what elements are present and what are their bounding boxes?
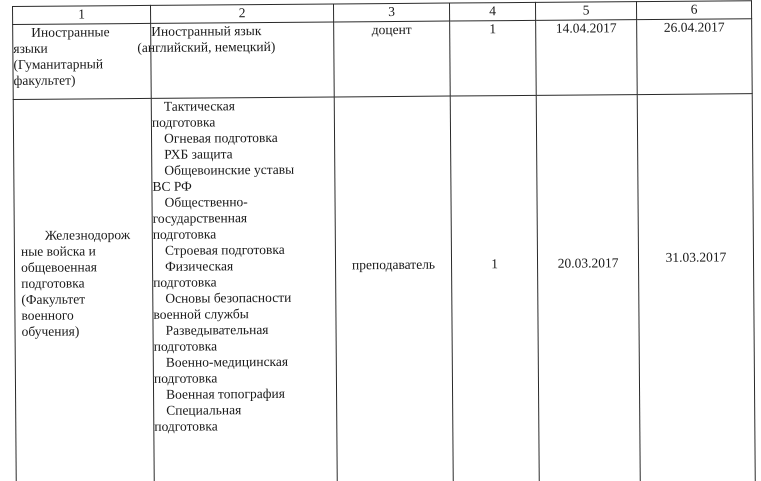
count-cell: 1	[450, 20, 537, 96]
subject-line: Иностранный язык	[151, 23, 262, 39]
subject-line: Тактическая	[163, 98, 235, 114]
header-col-6: 6	[636, 1, 751, 20]
subject-line: Общественно-	[164, 194, 248, 210]
subject-line: подготовка	[152, 226, 217, 242]
faculty-line: ные войска и	[20, 243, 96, 259]
subject-line: (английский, немецкий)	[137, 38, 276, 56]
subject-line: Военно-медицинская	[165, 353, 289, 370]
faculty-line: Железнодорож	[44, 227, 131, 243]
subject-line: Общевоинские уставы	[164, 161, 295, 178]
faculty-line: Иностранные	[31, 24, 110, 40]
date-end-cell: 26.04.2017	[637, 19, 753, 95]
faculty-line: общевоенная	[20, 259, 97, 275]
subjects-cell	[151, 97, 338, 481]
position-cell: преподаватель	[334, 96, 454, 481]
subject-line: ВС РФ	[152, 178, 192, 194]
table-row	[13, 94, 756, 481]
date-start-cell: 14.04.2017	[536, 20, 638, 96]
count-cell: 1	[450, 95, 540, 481]
faculty-line: военного	[21, 307, 74, 323]
subject-line: подготовка	[153, 370, 218, 386]
vacancy-table	[12, 0, 757, 481]
subject-line: РХБ защита	[164, 146, 233, 162]
subject-line: Физическая	[164, 258, 234, 274]
subject-cell	[137, 22, 335, 98]
faculty-line: (Гуманитарный	[13, 56, 104, 72]
table-row	[13, 19, 753, 100]
faculty-line: (Факультет	[21, 291, 86, 307]
header-col-3: 3	[333, 3, 449, 22]
date-end-cell: 31.03.2017	[637, 94, 756, 481]
subject-line: военной службы	[153, 306, 249, 322]
header-col-2: 2	[150, 4, 333, 23]
header-col-1: 1	[13, 5, 151, 24]
faculty-cell	[13, 23, 152, 99]
faculty-line: подготовка	[21, 275, 85, 291]
date-start-cell: 20.03.2017	[536, 95, 641, 481]
subject-line: Разведывательная	[165, 321, 269, 338]
faculty-line: языки	[13, 40, 48, 56]
subject-line: Специальная	[166, 402, 242, 418]
subject-line: подготовка	[151, 114, 216, 130]
subjects-list	[152, 97, 337, 434]
header-col-5: 5	[535, 2, 636, 21]
faculty-line: обучения)	[21, 323, 80, 339]
subject-line: подготовка	[154, 418, 218, 434]
faculty-line: факультет)	[13, 72, 76, 88]
subject-line: Огневая подготовка	[163, 129, 278, 146]
subject-line: Строевая подготовка	[164, 241, 285, 258]
subject-line: Военная топография	[165, 385, 285, 402]
subject-line: государственная	[152, 210, 248, 226]
position-cell: доцент	[334, 21, 451, 97]
header-col-4: 4	[449, 2, 535, 21]
subject-line: подготовка	[153, 274, 217, 290]
subject-line: Основы безопасности	[165, 289, 292, 306]
faculty-cell	[13, 98, 155, 481]
subject-line: подготовка	[153, 338, 218, 354]
